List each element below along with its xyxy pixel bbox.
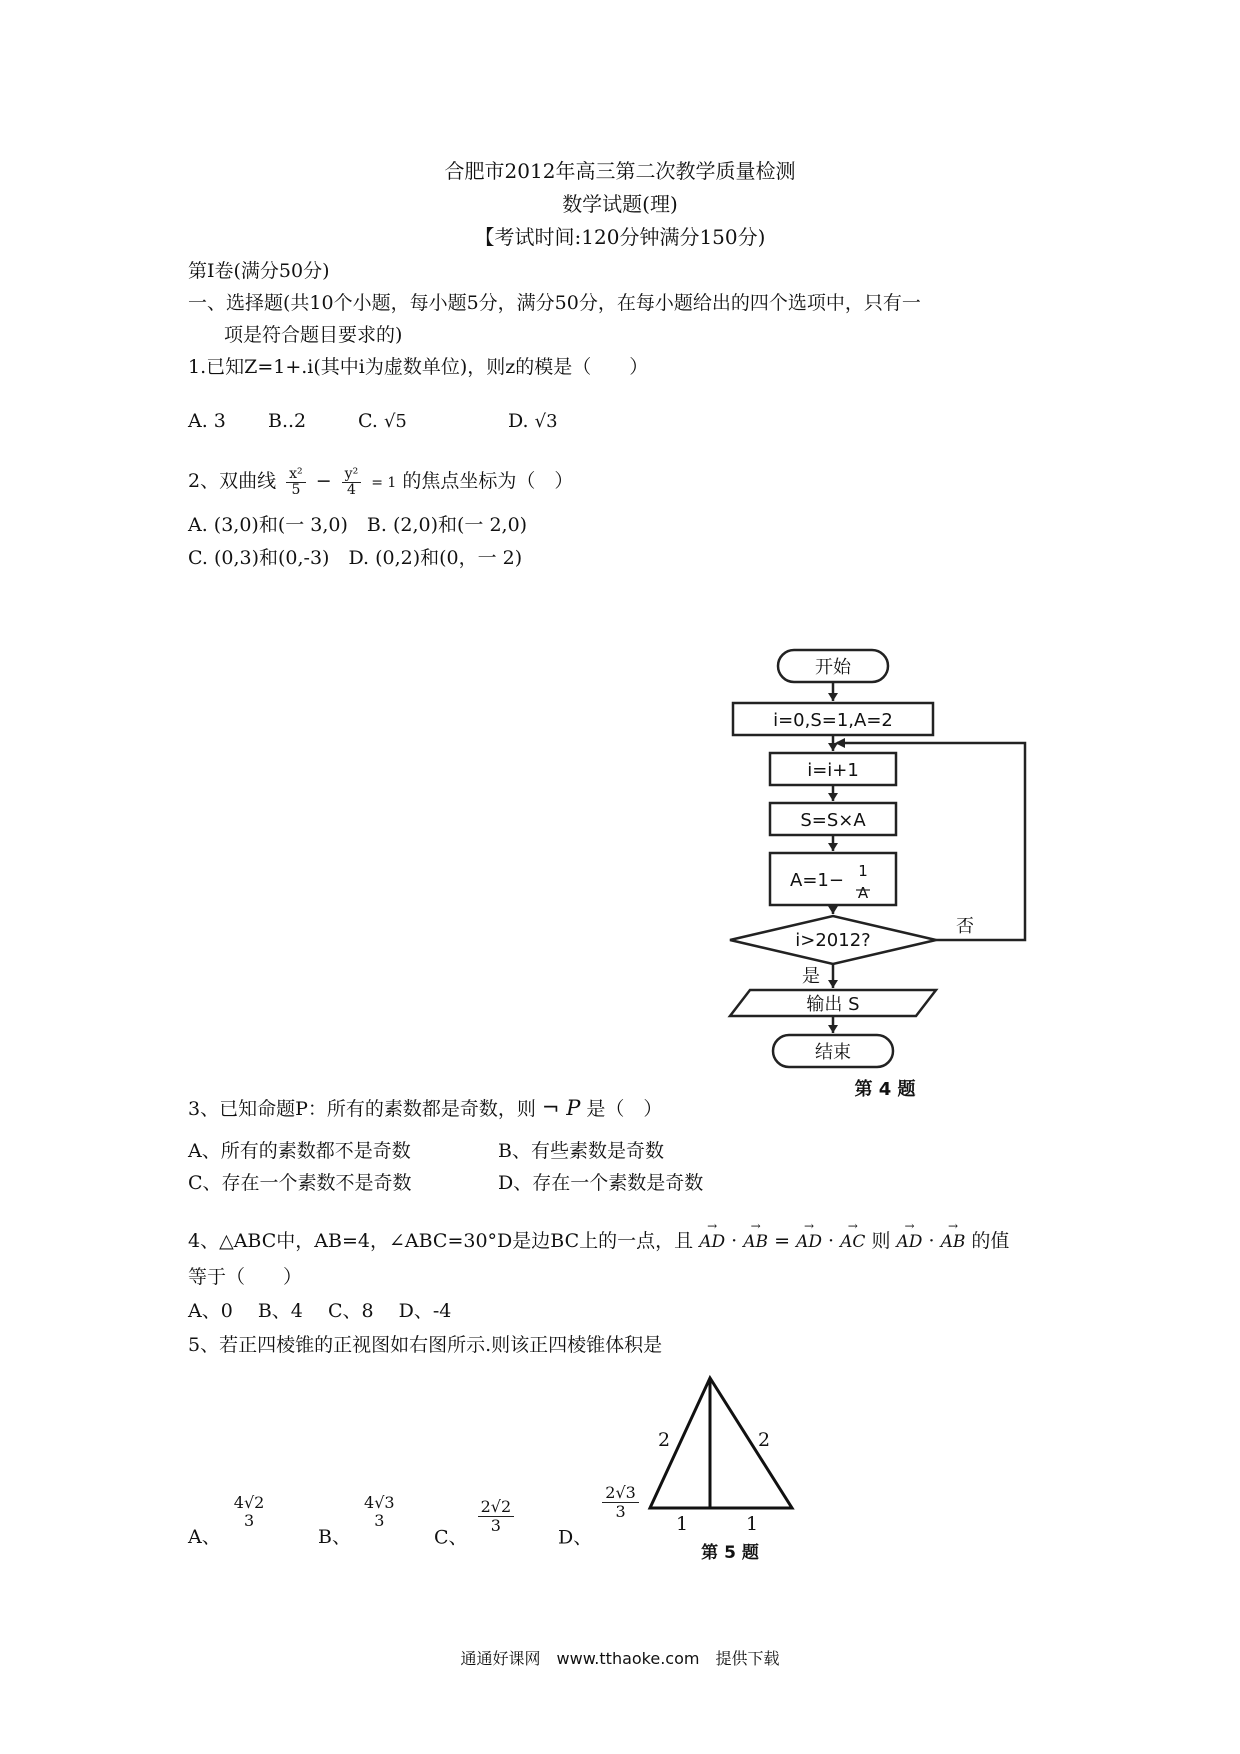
- q5-option-c-fraction: [478, 1498, 515, 1535]
- q5-base-right-label: 1: [745, 1513, 759, 1535]
- flowchart-step3-text: A=1−: [790, 870, 844, 891]
- q5-option-a-fraction: [231, 1494, 268, 1530]
- q5-stem: 5、若正四棱锥的正视图如右图所示.则该正四棱锥体积是: [188, 1334, 663, 1356]
- flowchart-condition-text: i>2012?: [795, 930, 871, 951]
- q2-fraction-x-den: 5: [291, 481, 301, 498]
- q5-option-b-label: B、: [318, 1526, 351, 1548]
- q2-options-ab: A. (3,0)和(一 3,0) B. (2,0)和(一 2,0): [188, 514, 528, 536]
- q1-option-b: B..2: [268, 410, 307, 432]
- q5-option-a-label: A、: [188, 1526, 221, 1548]
- q5-option-d: [558, 1483, 643, 1557]
- instruction-line1: 一、选择题(共10个小题，每小题5分，满分50分，在每小题给出的四个选项中，只有一: [188, 292, 921, 314]
- exam-title: 合肥市2012年高三第二次教学质量检测: [444, 159, 796, 183]
- q2-options-cd: C. (0,3)和(0,-3) D. (0,2)和(0，一 2): [188, 547, 523, 569]
- exam-info: 【考试时间:120分钟满分150分): [474, 225, 766, 249]
- q4-dot: ·: [731, 1230, 738, 1252]
- q4-vector-ad: → AD: [699, 1232, 725, 1252]
- q2-fraction-y: [342, 467, 362, 498]
- q1-option-c: [358, 410, 407, 432]
- q5-option-c-num: 2√2: [478, 1498, 515, 1517]
- q4-stem: [188, 1226, 1009, 1253]
- flowchart-caption: 第 4 题: [854, 1079, 916, 1100]
- q5-triangle: [650, 1378, 792, 1508]
- q2-fraction-x-num: x²: [286, 467, 306, 483]
- q5-option-b-den: 3: [374, 1511, 385, 1530]
- q4-vector-ab: → AB: [743, 1232, 768, 1252]
- q1-option-a: A. 3: [188, 410, 226, 432]
- flowchart-no-label: 否: [956, 916, 974, 937]
- q2-fraction-y-num: y²: [342, 467, 362, 483]
- flowchart-start-text: 开始: [815, 657, 851, 678]
- q4-options: A、0 B、4 C、8 D、-4: [188, 1300, 452, 1322]
- q4-stem-suffix: 的值: [971, 1230, 1010, 1252]
- q2-suffix: 的焦点坐标为（ ）: [402, 470, 574, 492]
- flowchart-step3-num: 1: [858, 862, 868, 880]
- q2-fraction-y-den: 4: [346, 481, 356, 498]
- q3-option-d: D、存在一个素数是奇数: [498, 1172, 704, 1194]
- q4-stem-line2: 等于（ ）: [188, 1266, 303, 1288]
- exam-subtitle: 数学试题(理): [562, 192, 678, 216]
- flowchart-output-text: 输出 S: [806, 994, 860, 1015]
- q5-side-right-label: 2: [757, 1429, 771, 1451]
- q2-equals: = 1: [371, 475, 397, 491]
- flowchart-init-text: i=0,S=1,A=2: [773, 710, 893, 731]
- q5-option-d-num: 2√3: [602, 1484, 639, 1503]
- q5-option-a-num: 4√2: [233, 1493, 265, 1512]
- q2-fraction-x: [286, 467, 306, 498]
- q5-option-c-label: C、: [434, 1526, 468, 1549]
- flowchart-figure: [725, 640, 1045, 1100]
- part-label: 第I卷(满分50分): [188, 260, 330, 282]
- q5-option-b: [318, 1493, 402, 1556]
- q4-then: 则: [871, 1230, 891, 1252]
- q3-stem: [188, 1094, 662, 1121]
- q2-stem: [188, 466, 573, 498]
- q5-option-a-den: 3: [243, 1511, 255, 1530]
- q1-stem: 1.已知Z=1+.i(其中i为虚数单位)，则z的模是（ ）: [188, 356, 649, 378]
- q1-option-c-label: C.: [358, 410, 378, 432]
- q5-option-a: [188, 1493, 271, 1556]
- q2-prefix: 2、双曲线: [188, 470, 277, 492]
- q1-option-c-value: √5: [383, 411, 407, 432]
- flowchart-end-text: 结束: [815, 1042, 851, 1063]
- q5-option-c: [434, 1497, 518, 1557]
- q4-vector-ab-2: → AB: [941, 1232, 966, 1252]
- q1-option-d: [508, 410, 558, 432]
- q4-dot-2: ·: [828, 1230, 835, 1252]
- q5-option-d-fraction: [602, 1484, 639, 1521]
- q5-option-d-den: 3: [615, 1502, 626, 1521]
- q5-option-d-label: D、: [558, 1526, 593, 1549]
- flowchart-step3-den: A: [857, 884, 869, 902]
- q3-not-p: ¬ P: [541, 1096, 581, 1120]
- q4-vector-ac: → AC: [840, 1232, 865, 1252]
- footer-credit: 通通好课网 www.tthaoke.com 提供下载: [460, 1649, 780, 1668]
- q5-option-b-num: 4√3: [364, 1493, 395, 1512]
- flowchart-step1-text: i=i+1: [807, 760, 859, 781]
- flowchart-yes-label: 是: [802, 966, 820, 987]
- q5-option-b-fraction: [361, 1494, 398, 1530]
- q1-option-d-label: D.: [508, 410, 529, 432]
- flowchart-step2-text: S=S×A: [800, 810, 866, 831]
- q4-dot-3: ·: [928, 1230, 935, 1252]
- q4-vector-ad-2: → AD: [796, 1232, 822, 1252]
- instruction-line2: 项是符合题目要求的): [224, 324, 403, 346]
- q4-vector-ad-3: → AD: [897, 1232, 923, 1252]
- q4-stem-prefix: 4、△ABC中，AB=4，∠ABC=30°D是边BC上的一点，且: [188, 1230, 694, 1252]
- q3-stem-suffix: 是（ ）: [586, 1098, 663, 1120]
- q5-base-left-label: 1: [675, 1513, 689, 1535]
- q5-side-left-label: 2: [657, 1429, 671, 1451]
- q5-option-c-den: 3: [490, 1516, 501, 1535]
- q3-option-a: A、所有的素数都不是奇数: [188, 1140, 411, 1162]
- q2-minus: −: [315, 470, 332, 492]
- q5-caption: 第 5 题: [701, 1543, 759, 1563]
- q1-option-d-value: √3: [534, 411, 558, 432]
- q3-option-c: C、存在一个素数不是奇数: [188, 1172, 412, 1194]
- q5-front-view-figure: [640, 1370, 810, 1570]
- q3-option-b: B、有些素数是奇数: [498, 1140, 664, 1162]
- q4-equals: =: [774, 1230, 791, 1252]
- q3-stem-prefix: 3、已知命题P：所有的素数都是奇数，则: [188, 1098, 536, 1120]
